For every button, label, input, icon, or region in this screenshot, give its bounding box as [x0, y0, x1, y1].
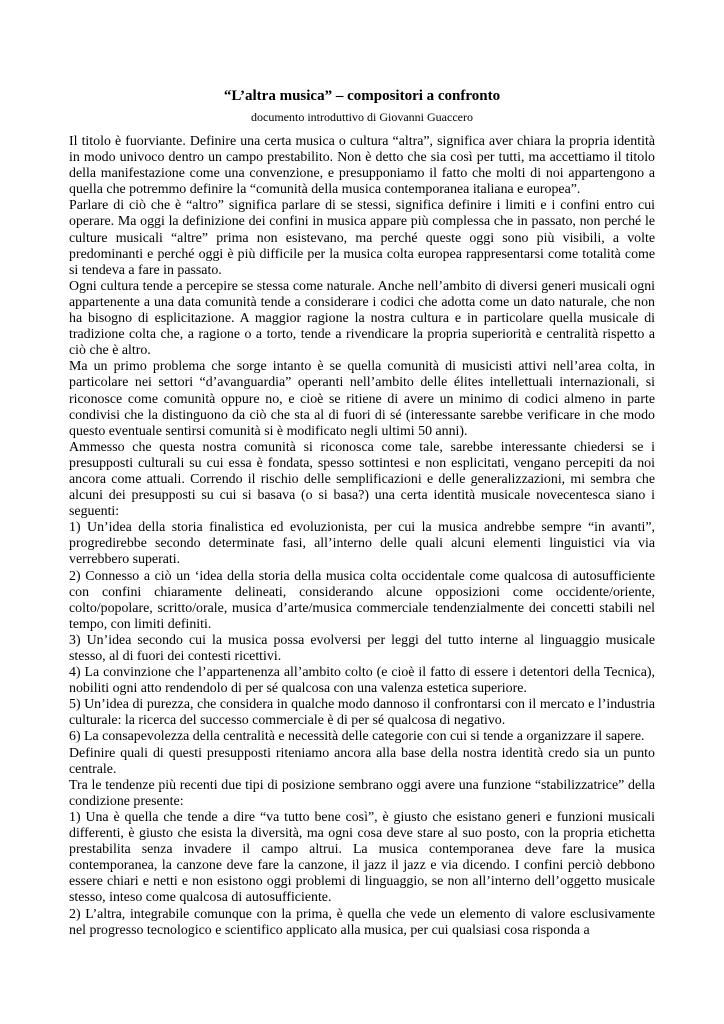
paragraph-tendenze: Tra le tendenze più recenti due tipi di posizione sembrano oggi avere una funzione “stabilizzatrice” della condizione presente:	[69, 777, 655, 809]
list-item-3: 3) Un’idea secondo cui la musica possa evolversi per leggi del tutto interne al linguaggio musicale stesso, al di fuori dei contesti ricettivi.	[69, 632, 655, 664]
document-body	[69, 134, 655, 939]
paragraph-intro: Il titolo è fuorviante. Definire una certa musica o cultura “altra”, significa aver chiara la propria identità in modo univoco dentro un campo prestabilito. Non è detto che sia così per tutti, ma accettiamo il titolo della manifestazione come una convenzione, e presupponiamo il fatto che molti di noi appartengono a quella che potremmo definire la “comunità della musica contemporanea italiana e europea”.	[69, 134, 655, 198]
list-item-5: 5) Un’idea di purezza, che considera in qualche modo dannoso il confrontarsi con il mercato e l’industria culturale: la ricerca del successo commerciale è di per sé qualcosa di negativo.	[69, 697, 655, 729]
paragraph-comunita: Ma un primo problema che sorge intanto è se quella comunità di musicisti attivi nell’area colta, in particolare nei settori “d’avanguardia” operanti nell’ambito delle élites intellettuali internazionali, si riconosce come comunità oppure no, e cioè se ritiene di avere un minimo di codici almeno in parte condivisi che la distinguono da ciò che sta al di fuori di sé (interessante sarebbe verificare in che modo questo eventuale sentirsi comunità si è modificato negli ultimi 50 anni).	[69, 359, 655, 439]
list-item-6: 6) La consapevolezza della centralità e necessità delle categorie con cui si tende a organizzare il sapere.	[69, 729, 645, 745]
document-title: “L’altra musica” – compositori a confronto	[223, 88, 501, 104]
document-subtitle: documento introduttivo di Giovanni Guaccero	[251, 110, 473, 124]
position-item-2: 2) L’altra, integrabile comunque con la prima, è quella che vede un elemento di valore esclusivamente nel progresso tecnologico e scientifico applicato alla musica, per cui qualsiasi cosa risponda a	[69, 906, 655, 938]
list-item-2: 2) Connesso a ciò un ‘idea della storia della musica colta occidentale come qualcosa di autosufficiente con confini chiaramente delineati, considerando alcune opposizioni come occidente/oriente, colto/popolare, scritto/orale, musica d’arte/musica commerciale tendenzialmente dei concetti stabili nel tempo, con limiti definiti.	[69, 568, 655, 632]
paragraph-presupposti: Ammesso che questa nostra comunità si riconosca come tale, sarebbe interessante chiedersi se i presupposti culturali su cui essa è fondata, spesso sottintesi e non esplicitati, vengano percepiti da noi ancora come attuali. Correndo il rischio delle semplificazioni e delle generalizzazioni, mi sembra che alcuni dei presupposti su cui si basava (o si basa?) una certa identità musicale novecentesca siano i seguenti:	[69, 439, 655, 520]
list-item-4: 4) La convinzione che l’appartenenza all’ambito colto (e cioè il fatto di essere i detentori della Tecnica), nobiliti ogni atto rendendolo di per sé qualcosa con una valenza estetica superiore.	[69, 665, 655, 697]
list-item-1: 1) Un’idea della storia finalistica ed evoluzionista, per cui la musica andrebbe sempre “in avanti”, progredirebbe secondo determinate fasi, all’interno delle quali alcuni elementi linguistici via via verrebbero superati.	[69, 520, 655, 568]
position-item-1: 1) Una è quella che tende a dire “va tutto bene così”, è giusto che esistano generi e funzioni musicali differenti, è giusto che esista la diversità, ma ogni cosa deve stare al suo posto, con la propria etichetta prestabilita senza invadere il campo altrui. La musica contemporanea deve fare la musica contemporanea, la canzone deve fare la canzone, il jazz il jazz e via dicendo. I confini perciò debbono essere chiari e netti e non esistono oggi problemi di linguaggio, se non all’interno dell’oggetto musicale stesso, inteso come qualcosa di autosufficiente.	[69, 809, 655, 906]
paragraph-altro: Parlare di ciò che è “altro” significa parlare di se stessi, significa definire i limiti e i confini entro cui operare. Ma oggi la definizione dei confini in musica appare più complessa che in passato, non perché le culture musicali “altre” prima non esistevano, ma perché queste oggi sono più visibili, a volte predominanti e perché oggi è più difficile per la musica colta europea rappresentarsi come totalità come si tendeva a fare in passato.	[69, 198, 655, 278]
paragraph-identita: Definire quali di questi presupposti riteniamo ancora alla base della nostra identità credo sia un punto centrale.	[69, 745, 655, 777]
paragraph-cultura: Ogni cultura tende a percepire se stessa come naturale. Anche nell’ambito di diversi generi musicali ogni appartenente a una data comunità tende a considerare i codici che adotta come un dato naturale, che non ha bisogno di esplicitazione. A maggior ragione la nostra cultura e in particolare quella musicale di tradizione colta che, a ragione o a torto, tende a rivendicare la propria superiorità e centralità rispetto a ciò che è altro.	[69, 278, 655, 359]
